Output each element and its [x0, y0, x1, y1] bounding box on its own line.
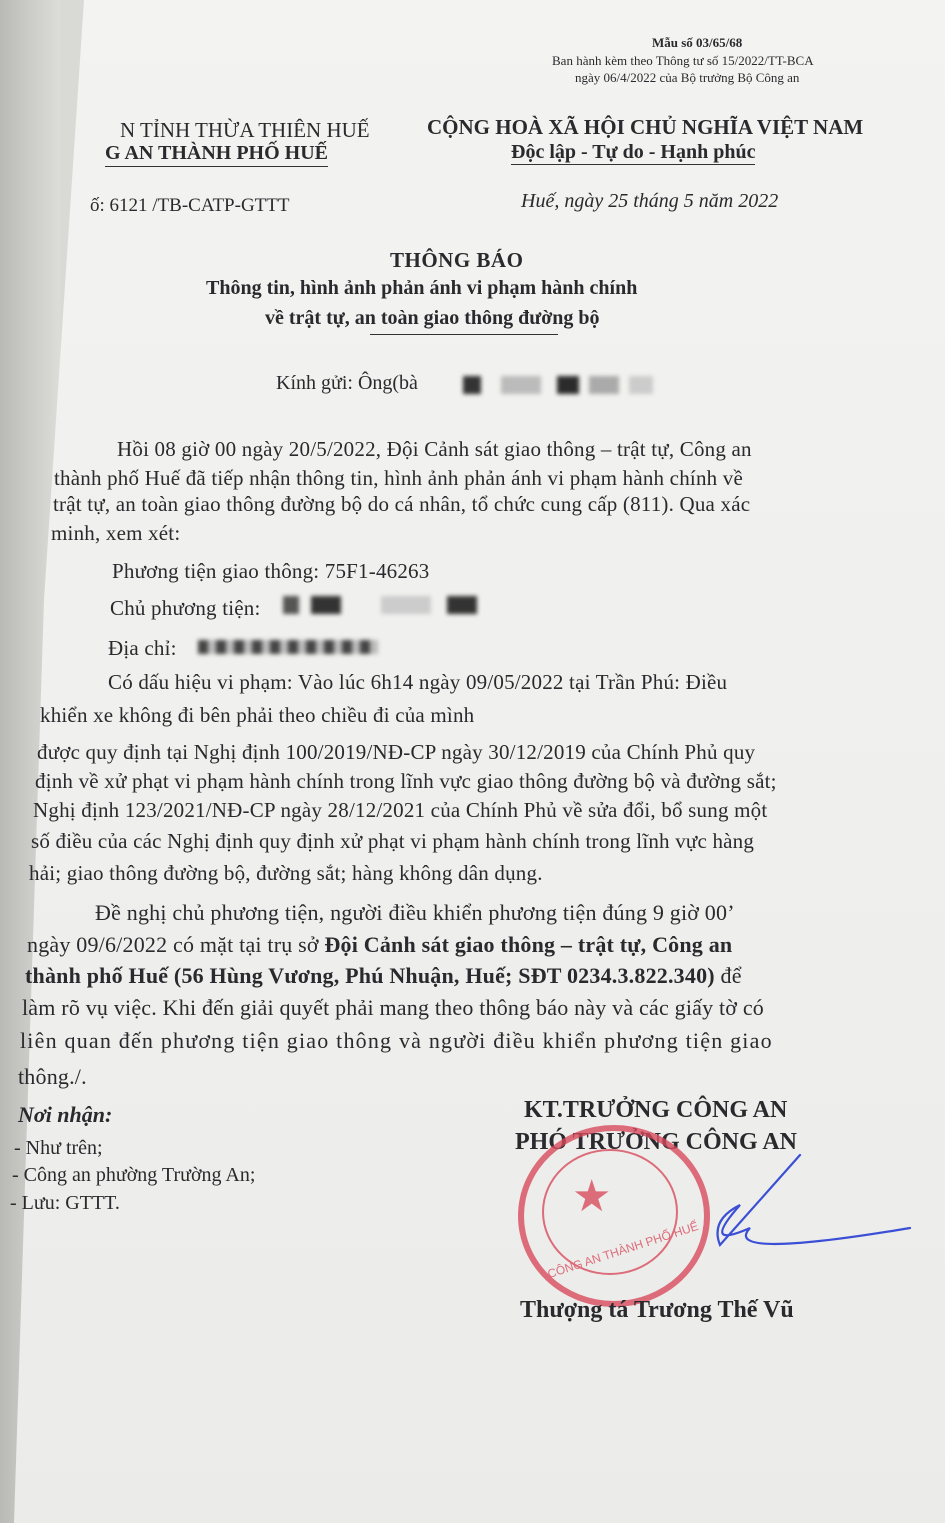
document-title: THÔNG BÁO	[390, 248, 524, 272]
law-line: định về xử phạt vi phạm hành chính trong lĩnh vực giao thông đường bộ và đường sắt;	[35, 769, 777, 793]
star-emblem-icon: ★	[572, 1171, 612, 1222]
recipient-label: Kính gửi: Ông(bà	[276, 372, 418, 394]
request-line: thông./.	[18, 1064, 87, 1089]
violation-line: Có dấu hiệu vi phạm: Vào lúc 6h14 ngày 09/05/2022 tại Trần Phú: Điều	[108, 670, 728, 694]
request-line	[25, 963, 742, 989]
vehicle-plate: Phương tiện giao thông: 75F1-46263	[112, 559, 430, 583]
signature-title-line1: KT.TRƯỞNG CÔNG AN	[524, 1097, 788, 1123]
intro-line: trật tự, an toàn giao thông đường bộ do cá nhân, tổ chức cung cấp (811). Qua xác	[53, 492, 751, 516]
law-line: Nghị định 123/2021/NĐ-CP ngày 28/12/2021 của Chính Phủ về sửa đổi, bổ sung một	[33, 798, 768, 822]
form-issued-line: ngày 06/4/2022 của Bộ trưởng Bộ Công an	[575, 70, 800, 85]
intro-line: Hồi 08 giờ 00 ngày 20/5/2022, Đội Cảnh sát giao thông – trật tự, Công an	[117, 437, 752, 461]
request-line: làm rõ vụ việc. Khi đến giải quyết phải mang theo thông báo này và các giấy tờ có	[22, 995, 765, 1020]
redacted-owner-name	[283, 596, 503, 616]
recipient-item: - Lưu: GTTT.	[10, 1192, 120, 1214]
address-label: Địa chỉ:	[108, 636, 177, 660]
request-bold-address: thành phố Huế (56 Hùng Vương, Phú Nhuận, Huế; SĐT 0234.3.822.340)	[25, 963, 715, 988]
request-bold-unit: Đội Cảnh sát giao thông – trật tự, Công an	[324, 932, 733, 957]
nation-motto: Độc lập - Tự do - Hạnh phúc	[511, 141, 756, 163]
signature-title-line2: PHÓ TRƯỞNG CÔNG AN	[515, 1129, 798, 1155]
request-text: ngày 09/6/2022 có mặt tại trụ sở	[27, 932, 325, 957]
nation-name: CỘNG HOÀ XÃ HỘI CHỦ NGHĨA VIỆT NAM	[427, 115, 864, 139]
document-date: Huế, ngày 25 tháng 5 năm 2022	[521, 190, 779, 212]
recipient-item: - Công an phường Trường An;	[12, 1164, 256, 1186]
signer-name: Thượng tá Trương Thế Vũ	[520, 1297, 794, 1323]
request-line	[27, 932, 732, 958]
law-line: hải; giao thông đường bộ, đường sắt; hàng không dân dụng.	[29, 861, 543, 885]
law-line: được quy định tại Nghị định 100/2019/NĐ-CP ngày 30/12/2019 của Chính Phủ quy	[37, 740, 756, 764]
request-text: để	[714, 963, 742, 988]
document-number: ố: 6121 /TB-CATP-GTTT	[90, 195, 290, 216]
redacted-address	[198, 640, 398, 660]
document-subtitle-line2: về trật tự, an toàn giao thông đường bộ	[265, 307, 600, 329]
recipients-title: Nơi nhận:	[18, 1102, 113, 1127]
request-line: Đề nghị chủ phương tiện, người điều khiển phương tiện đúng 9 giờ 00’	[95, 900, 735, 925]
form-issued-line: Ban hành kèm theo Thông tư số 15/2022/TT-BCA	[552, 53, 814, 68]
handwritten-signature	[680, 1150, 920, 1270]
redacted-recipient-name	[463, 376, 703, 396]
org-name-line1: N TỈNH THỪA THIÊN HUẾ	[120, 118, 370, 142]
org-name-line2: G AN THÀNH PHỐ HUẾ	[105, 142, 328, 167]
intro-line: thành phố Huế đã tiếp nhận thông tin, hình ảnh phản ánh vi phạm hành chính về	[54, 466, 744, 490]
document-subtitle-line1: Thông tin, hình ảnh phản ánh vi phạm hành chính	[206, 277, 638, 299]
request-line: liên quan đến phương tiện giao thông và người điều khiển phương tiện giao	[20, 1028, 773, 1053]
violation-line: khiển xe không đi bên phải theo chiều đi của mình	[40, 703, 475, 727]
law-line: số điều của các Nghị định quy định xử phạt vi phạm hành chính trong lĩnh vực hàng	[31, 829, 755, 853]
form-number: Mẫu số 03/65/68	[652, 35, 743, 50]
recipient-item: - Như trên;	[14, 1137, 103, 1159]
title-underline	[370, 334, 558, 335]
seal-text: CÔNG AN THÀNH PHỐ HUẾ	[545, 1218, 701, 1282]
owner-label: Chủ phương tiện:	[110, 596, 261, 620]
intro-line: minh, xem xét:	[51, 521, 181, 545]
